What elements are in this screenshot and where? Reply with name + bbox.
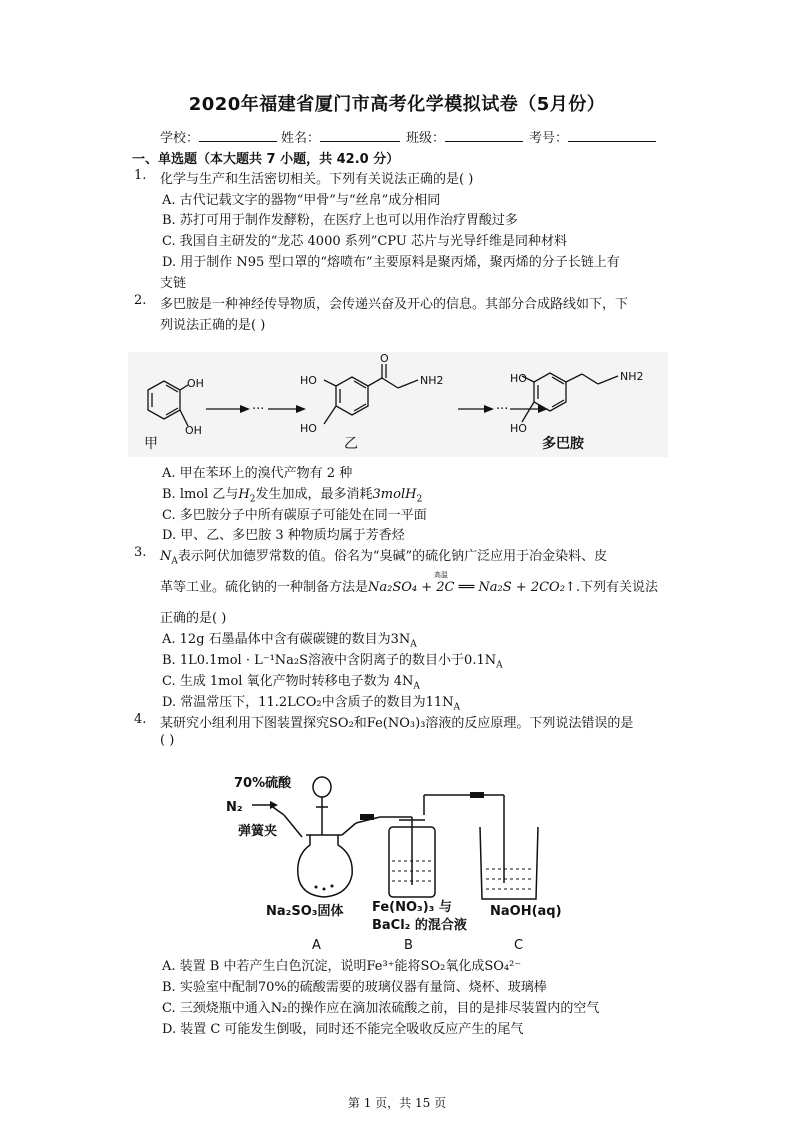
- arrow-head-3: [484, 405, 494, 413]
- rubber-joint-2: [470, 792, 484, 798]
- ring-jia: [148, 381, 180, 419]
- exam-no-field[interactable]: [568, 127, 656, 142]
- arrow-head-4: [538, 405, 548, 413]
- apparatus-a-label: A: [312, 938, 321, 953]
- dots-2: ···: [496, 402, 509, 417]
- q2-stem-line1: 多巴胺是一种神经传导物质，会传递兴奋及开心的信息。其部分合成路线如下，下: [160, 297, 629, 312]
- ring-yi: [336, 377, 368, 415]
- dopamine-ho-top: HO: [510, 372, 527, 385]
- arrow-head-1: [240, 405, 250, 413]
- q1-option-d[interactable]: D. 用于制作 N95 型口罩的“熔喷布”主要原料是聚丙烯，聚丙烯的分子长链上有: [162, 255, 620, 270]
- label-yi: 乙: [344, 436, 358, 452]
- dopamine-nh2: NH2: [620, 370, 644, 383]
- synthesis-route-svg: [128, 352, 668, 457]
- q2-option-b-pre: B. lmol 乙与: [162, 487, 239, 502]
- q3-number: 3.: [134, 545, 147, 560]
- jia-oh-top: OH: [187, 377, 204, 390]
- ring-dopamine: [534, 373, 566, 411]
- yi-ho-top: HO: [300, 374, 317, 387]
- q3-option-c[interactable]: C. 生成 1mol 氧化产物时转移电子数为 $4N_A$: [162, 674, 420, 692]
- q4-option-b[interactable]: B. 实验室中配制70%的硫酸需要的玻璃仪器有量筒、烧杯、玻璃棒: [162, 980, 547, 995]
- q4-stem-line1: 某研究小组利用下图装置探究SO₂和Fe(NO₃)₃溶液的反应原理。下列说法错误的是: [160, 716, 634, 731]
- label-dopamine: 多巴胺: [542, 436, 584, 452]
- yi-ho-bottom: HO: [300, 422, 317, 435]
- dots-1: ···: [252, 402, 265, 417]
- jia-oh-bottom: OH: [185, 424, 202, 437]
- q3-stem-line1: $N_A$表示阿伏加德罗常数的值。俗名为“臭碱”的硫化钠广泛应用于冶金染料、皮: [160, 549, 608, 567]
- q4-stem-line2: ( ): [160, 733, 175, 748]
- q2-number: 2.: [134, 293, 147, 308]
- rubber-joint-1: [360, 814, 374, 820]
- school-label: 学校：: [160, 131, 200, 146]
- bacl2-label: BaCl₂ 的混合液: [372, 918, 467, 933]
- q1-option-c[interactable]: C. 我国自主研发的“龙芯 4000 系列”CPU 芯片与光导纤维是同种材料: [162, 234, 567, 249]
- naoh-label: NaOH(aq): [490, 904, 562, 919]
- class-field[interactable]: [445, 127, 523, 142]
- q1-option-b[interactable]: B. 苏打可用于制作发酵粉，在医疗上也可以用作治疗胃酸过多: [162, 213, 518, 228]
- q1-number: 1.: [134, 168, 147, 183]
- q2-option-a[interactable]: A. 甲在苯环上的溴代产物有 2 种: [162, 466, 353, 481]
- na2so3-label: Na₂SO₃固体: [266, 904, 344, 919]
- class-label: 班级：: [406, 131, 446, 146]
- page-footer: 第 1 页，共 15 页: [347, 1096, 447, 1110]
- q3-reaction: 高温 Na₂SO₄ + 2C ══ Na₂S + 2CO₂↑: [368, 571, 576, 595]
- q1-option-d-cont: 支链: [160, 276, 187, 291]
- q4-number: 4.: [134, 712, 147, 727]
- school-field[interactable]: [199, 127, 277, 142]
- exam-no-label: 考号：: [529, 131, 569, 146]
- q3-reaction-condition: 高温: [434, 571, 449, 579]
- q3-stem-line3: 正确的是( ): [160, 611, 227, 626]
- clip-label: 弹簧夹: [238, 824, 278, 839]
- page-title: 2020年福建省厦门市高考化学模拟试卷（5月份）: [188, 94, 606, 115]
- apparatus-b-label: B: [404, 938, 413, 953]
- q2-option-b-h: H: [238, 487, 250, 502]
- q3-option-a[interactable]: A. 12g 石墨晶体中含有碳碳键的数目为$3N_A$: [162, 632, 417, 650]
- q3-option-d[interactable]: D. 常温常压下，11.2LCO₂中含质子的数目为$11N_A$: [162, 695, 461, 713]
- student-info-row: [160, 127, 656, 146]
- yi-oxygen: O: [380, 352, 389, 365]
- q4-option-a[interactable]: A. 装置 B 中若产生白色沉淀，说明Fe³⁺能将SO₂氧化成SO₄²⁻: [162, 959, 522, 974]
- n2-label: N₂: [226, 800, 243, 815]
- name-field[interactable]: [320, 127, 400, 142]
- feno3-label: Fe(NO₃)₃ 与: [372, 900, 452, 915]
- q2-option-b-mid: 发生加成，最多消耗: [255, 487, 373, 502]
- q2-option-b[interactable]: B. lmol 乙与$H_2$发生加成，最多消耗3molH$_2$: [162, 487, 423, 505]
- q2-option-d[interactable]: D. 甲、乙、多巴胺 3 种物质均属于芳香烃: [162, 528, 405, 543]
- name-label: 姓名：: [281, 131, 321, 146]
- q4-option-c[interactable]: C. 三颈烧瓶中通入N₂的操作应在滴加浓硫酸之前，目的是排尽装置内的空气: [162, 1001, 600, 1016]
- q4-option-d[interactable]: D. 装置 C 可能发生倒吸，同时还不能完全吸收反应产生的尾气: [162, 1022, 524, 1037]
- q3-stem-line2: 革等工业。硫化钠的一种制备方法是 高温 Na₂SO₄ + 2C ══ Na₂S + 2CO₂↑.下列有关说法: [160, 571, 658, 595]
- q2-stem-line2: 列说法正确的是( ): [160, 318, 266, 333]
- arrow-head-2: [296, 405, 306, 413]
- dopamine-ho-bottom: HO: [510, 422, 527, 435]
- apparatus-c-label: C: [514, 938, 524, 953]
- acid-label: 70%硫酸: [234, 776, 292, 791]
- label-jia: 甲: [144, 436, 158, 452]
- q2-option-c[interactable]: C. 多巴胺分子中所有碳原子可能处在同一平面: [162, 508, 427, 523]
- apparatus-figure: [224, 765, 564, 955]
- q3-option-b[interactable]: B. 1L0.1mol · L⁻¹Na₂S溶液中含阴离子的数目小于$0.1N_A$: [162, 653, 503, 671]
- synthesis-route-figure: [128, 352, 668, 457]
- q1-stem: 化学与生产和生活密切相关。下列有关说法正确的是( ): [160, 172, 474, 187]
- q1-option-a[interactable]: A. 古代记载文字的器物“甲骨”与“丝帛”成分相同: [162, 193, 441, 208]
- section-heading: 一、单选题（本大题共 7 小题，共 42.0 分）: [132, 152, 400, 167]
- q2-option-b-val: 3molH: [372, 487, 417, 502]
- yi-nh2: NH2: [420, 374, 444, 387]
